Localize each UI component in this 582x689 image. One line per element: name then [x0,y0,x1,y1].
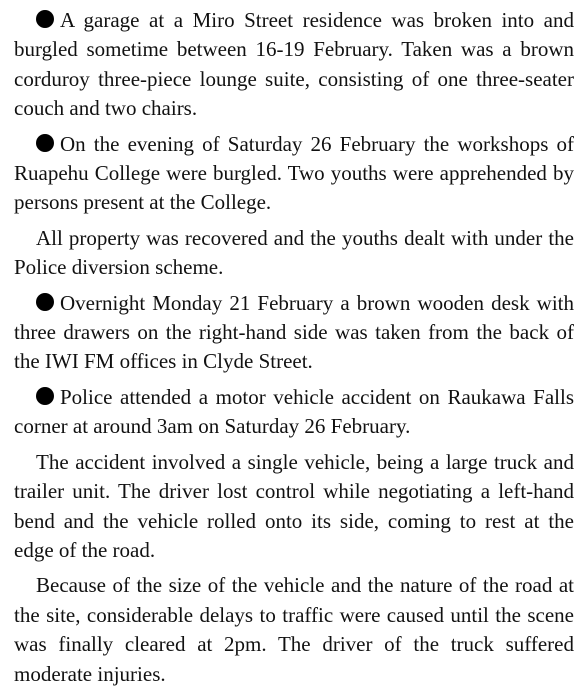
paragraph-text: Because of the size of the vehicle and the nature of the road at the site, considerable delays to traffic were caused until the scene was finally cleared at 2pm. The driver of the truck suffered moderate injuries. [14,573,574,686]
paragraph-college-burglary [14,130,574,218]
paragraph-text: Police attended a motor vehicle accident on Raukawa Falls corner at around 3am on Saturday 26 February. [14,384,574,439]
paragraph-garage-burglary [14,6,574,124]
paragraph-vehicle-accident [14,383,574,442]
paragraph-property-recovered [14,224,574,283]
article-column [14,6,574,689]
paragraph-accident-details [14,448,574,566]
paragraph-text: All property was recovered and the youths dealt with under the Police diversion scheme. [14,225,574,280]
paragraph-text: Overnight Monday 21 February a brown wooden desk with three drawers on the right-hand side was taken from the back of the IWI FM offices in Clyde Street. [14,290,574,374]
paragraph-traffic-delays [14,571,574,689]
bullet-icon [36,387,54,405]
paragraph-text: A garage at a Miro Street residence was broken into and burgled sometime between 16-19 February. Taken was a brown corduroy three-piece lounge suite, consisting of one three-seater couch and two chairs. [14,8,574,121]
paragraph-desk-theft [14,289,574,377]
bullet-icon [36,134,54,152]
bullet-icon [36,10,54,28]
paragraph-text: On the evening of Saturday 26 February the workshops of Ruapehu College were burgled. Two youths were apprehended by persons present at the College. [14,131,574,215]
bullet-icon [36,293,54,311]
paragraph-text: The accident involved a single vehicle, being a large truck and trailer unit. The driver lost control while negotiating a left-hand bend and the vehicle rolled onto its side, coming to rest at the edge of the road. [14,449,574,562]
